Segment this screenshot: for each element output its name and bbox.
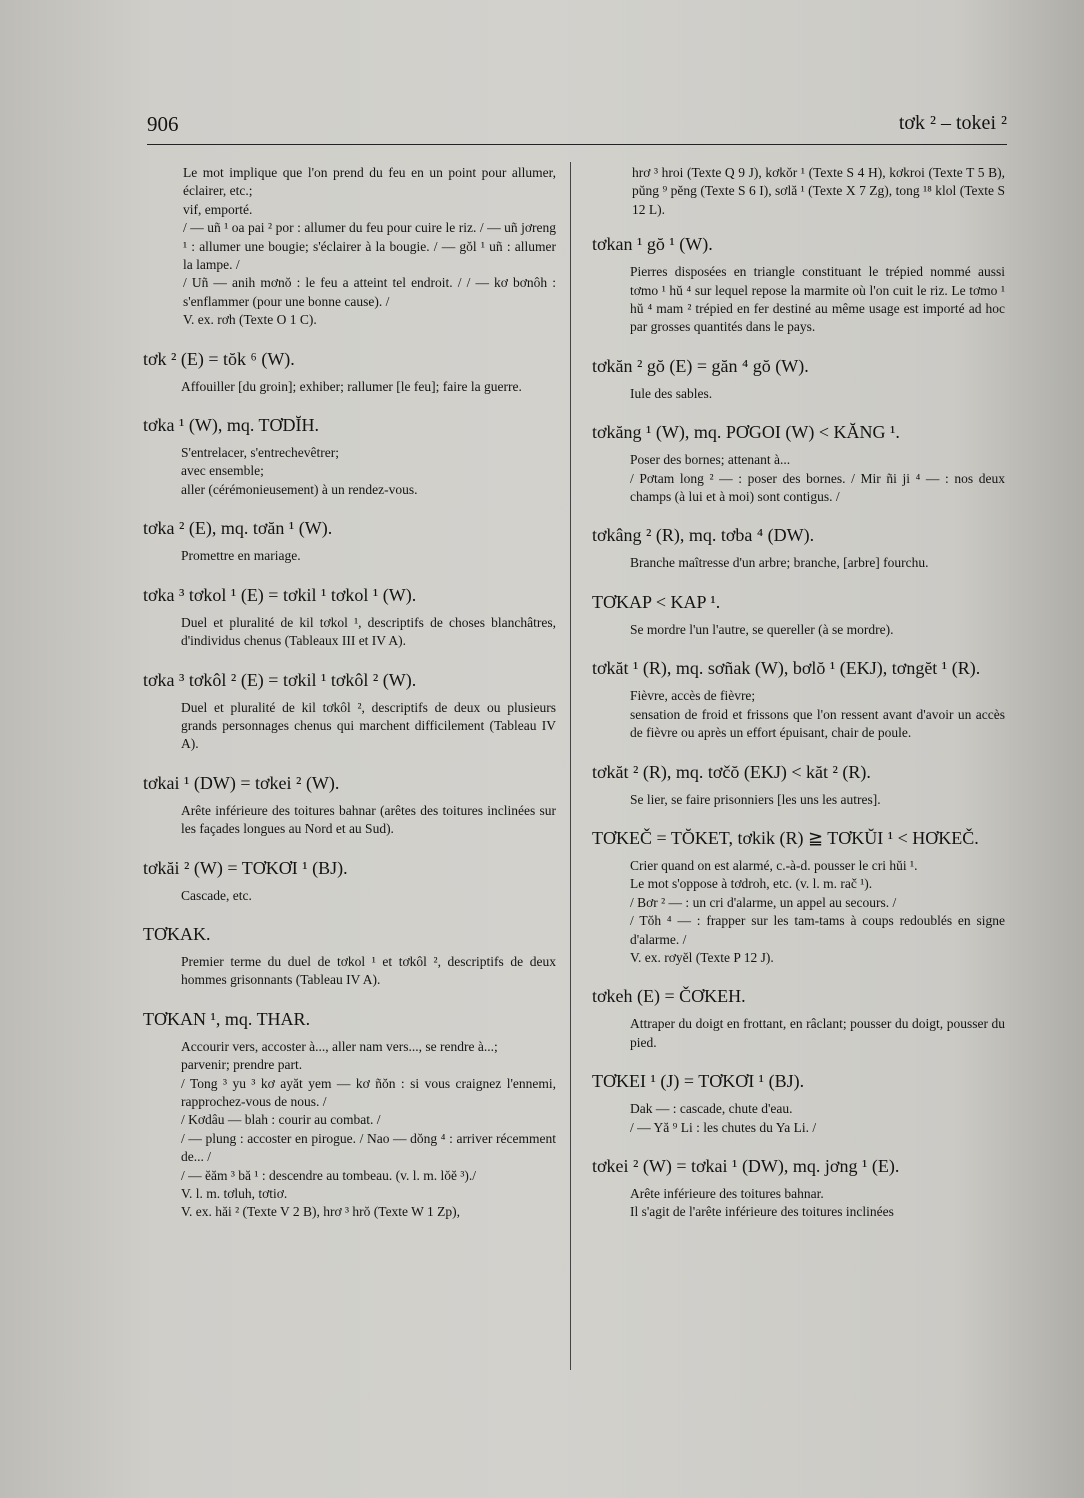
entry-headword: tơkâng ² (R), mq. tơba ⁴ (DW).	[592, 525, 815, 546]
intro-line: vif, emporté.	[183, 201, 253, 217]
entry-headword: tơka ¹ (W), mq. TƠDĬH.	[143, 415, 320, 436]
entry-definition: Il s'agit de l'arête inférieure des toitures inclinées	[630, 1204, 894, 1220]
entry-definition: Premier terme du duel de tơkol ¹ et tơkôl ², descriptifs de deux hommes grisonnants (Tableau IV A).	[181, 953, 556, 988]
entry-definition: Iule des sables.	[630, 385, 713, 401]
entry-definition: V. ex. rơyĕl (Texte P 12 J).	[630, 949, 774, 965]
entry-definition: / Bơr ² — : un cri d'alarme, un appel au secours. /	[630, 894, 897, 910]
entry-headword: tơka ² (E), mq. tơăn ¹ (W).	[143, 518, 333, 539]
entry-definition: Attraper du doigt en frottant, en râclant; pousser du doigt, pousser du pied.	[630, 1016, 1005, 1050]
entry-definition: / Tong ³ yu ³ kơ ayăt yem — kơ ñŏn : si vous craignez l'ennemi, rapprochez-vous de nous. /	[181, 1075, 556, 1109]
entry-headword: tơkeh (E) = ČƠKEH.	[592, 986, 746, 1007]
entry-definition: Duel et pluralité de kil tơkôl ², descriptifs de deux ou plusieurs grands personnages chenus qui marchent difficilement (Tableau IV A).	[181, 699, 556, 752]
entry-headword: TƠKEČ = TŎKET, tơkik (R) ≧ TƠKŬI ¹ < HƠKEČ.	[592, 827, 979, 848]
right-column	[592, 164, 1005, 1240]
dictionary-entry	[143, 923, 556, 990]
entry-headword: TƠKEI ¹ (J) = TƠKƠI ¹ (BJ).	[592, 1071, 805, 1092]
entry-definition: / Tŏh ⁴ — : frapper sur les tam-tams à coups redoublés en signe d'alarme. /	[630, 913, 1005, 947]
entry-headword: tơkăng ¹ (W), mq. PƠGOI (W) < KĂNG ¹.	[592, 422, 900, 443]
running-head: tơk ² – tokei ²	[898, 112, 1007, 134]
entry-definition: Fièvre, accès de fièvre;	[630, 688, 756, 704]
dictionary-entry	[592, 355, 1005, 403]
page-header	[147, 112, 1007, 142]
entry-definition: Promettre en mariage.	[181, 548, 301, 564]
entry-headword: tơkăn ² gŏ (E) = găn ⁴ gŏ (W).	[592, 355, 809, 376]
entry-definition: / Pơtam long ² — : poser des bornes. / Mir ñi ji ⁴ — : nos deux champs (à lui et à moi) sont contigus. /	[630, 470, 1005, 505]
entry-headword: tơk ² (E) = tŏk ⁶ (W).	[143, 348, 295, 369]
entry-headword: tơkăt ¹ (R), mq. sơñak (W), bơlŏ ¹ (EKJ), tơngĕt ¹ (R).	[592, 658, 981, 679]
intro-line: / Uñ — anih mơnŏ : le feu a atteint tel endroit. / / — kơ bơnôh : s'enflammer (pour une bonne cause). /	[183, 275, 556, 309]
entry-headword: tơkei ² (W) = tơkai ¹ (DW), mq. jơng ¹ (E).	[592, 1155, 900, 1176]
header-rule	[147, 144, 1007, 145]
left-column	[143, 164, 556, 1240]
dictionary-entry	[592, 761, 1005, 809]
right-entries	[592, 233, 1005, 1222]
entry-definition: / — Yă ⁹ Li : les chutes du Ya Li. /	[630, 1119, 817, 1135]
dictionary-entry	[143, 517, 556, 565]
entry-definition: / — plung : accoster en pirogue. / Nao — dŏng ⁴ : arriver récemment de... /	[181, 1130, 556, 1165]
dictionary-entry	[143, 772, 556, 839]
entry-headword: tơkăt ² (R), mq. tơčŏ (EKJ) < kăt ² (R).	[592, 761, 871, 782]
entry-definition: / Kơdâu — blah : courir au combat. /	[181, 1112, 381, 1128]
entry-definition: Crier quand on est alarmé, c.-à-d. pousser le cri hŭi ¹.	[630, 857, 918, 873]
entry-definition: Duel et pluralité de kil tơkol ¹, descriptifs de choses blanchâtres, d'individus chenus (Tableaux III et IV A).	[181, 614, 556, 649]
entry-definition: Le mot s'oppose à tơdroh, etc. (v. l. m. rač ¹).	[630, 876, 873, 892]
dictionary-entry	[143, 669, 556, 754]
dictionary-entry	[592, 657, 1005, 742]
entry-definition: avec ensemble;	[181, 463, 264, 479]
entry-definition: Cascade, etc.	[181, 887, 252, 903]
entry-headword: tơka ³ tơkôl ² (E) = tơkil ¹ tơkôl ² (W).	[143, 669, 417, 690]
entry-definition: V. l. m. tơluh, tơtiơ.	[181, 1186, 288, 1201]
dictionary-entry	[143, 414, 556, 499]
entry-definition: Se lier, se faire prisonniers [les uns les autres].	[630, 791, 881, 807]
dictionary-entry	[143, 1008, 556, 1222]
entry-headword: tơkan ¹ gŏ ¹ (W).	[592, 234, 713, 255]
entry-definition: Branche maîtresse d'un arbre; branche, [arbre] fourchu.	[630, 555, 929, 571]
page-number: 906	[147, 112, 179, 136]
intro-line: Le mot implique que l'on prend du feu en un point pour allumer, éclairer, etc.;	[183, 165, 556, 199]
entry-definition: Affouiller [du groin]; exhiber; rallumer [le feu]; faire la guerre.	[181, 378, 522, 394]
intro-line: V. ex. rơh (Texte O 1 C).	[183, 312, 317, 328]
dictionary-entry	[592, 421, 1005, 506]
entry-definition: / — ĕăm ³ bă ¹ : descendre au tombeau. (v. l. m. lŏĕ ³)./	[181, 1167, 477, 1183]
entry-headword: tơkai ¹ (DW) = tơkei ² (W).	[143, 772, 340, 793]
dictionary-entry	[592, 827, 1005, 967]
dictionary-entry	[592, 524, 1005, 572]
intro-line: / — uñ ¹ oa pai ² por : allumer du feu pour cuire le riz. / — uñ jơreng ¹ : allumer une bougie; s'éclairer à la bougie. / — gŏl ¹ uñ : allumer la lampe. /	[183, 220, 556, 273]
dictionary-entry	[143, 584, 556, 651]
dictionary-entry	[592, 1070, 1005, 1137]
entry-definition: Arête inférieure des toitures bahnar (arêtes des toitures inclinées sur les façades longues au Nord et au Sud).	[181, 802, 556, 837]
left-entries	[143, 348, 556, 1222]
dictionary-entry	[592, 233, 1005, 337]
column-divider	[570, 162, 571, 1370]
entry-definition: S'entrelacer, s'entrechevêtrer;	[181, 445, 339, 461]
dictionary-entry	[592, 591, 1005, 639]
entry-definition: Poser des bornes; attenant à...	[630, 452, 791, 468]
entry-headword: tơka ³ tơkol ¹ (E) = tơkil ¹ tơkol ¹ (W).	[143, 584, 417, 605]
dictionary-entry	[143, 348, 556, 396]
dictionary-entry	[592, 1155, 1005, 1222]
entry-headword: tơkăi ² (W) = TƠKƠI ¹ (BJ).	[143, 857, 348, 878]
entry-headword: TƠKAK.	[143, 923, 211, 944]
dictionary-entry	[143, 857, 556, 905]
entry-headword: TƠKAP < KAP ¹.	[592, 591, 721, 612]
left-intro	[143, 164, 556, 330]
entry-definition: aller (cérémonieusement) à un rendez-vous.	[181, 481, 418, 497]
entry-definition: sensation de froid et frissons que l'on ressent avant d'avoir un accès de fièvre ou après un effort épuisant, chair de poule.	[630, 706, 1005, 741]
right-continuation: hrơ ³ hroi (Texte Q 9 J), kơkŏr ¹ (Texte S 4 H), kơkroi (Texte T 5 B), pŭng ⁹ pĕng (Texte S 6 I), sơlă ¹ (Texte X 7 Zg), tong ¹⁸ klol (Texte S 12 L).	[632, 165, 1005, 217]
entry-definition: Accourir vers, accoster à..., aller nam vers..., se rendre à...;	[181, 1038, 498, 1054]
entry-definition: Pierres disposées en triangle constituant le trépied nommé aussi tơmo ¹ hŭ ⁴ sur lequel repose la marmite où l'on cuit le riz. Le tơmo ¹ hŭ ⁴ mam ² trépied en fer destiné au même usage est importé ad hoc par grosses quantités dans le pays.	[630, 264, 1005, 335]
dictionary-entry	[592, 985, 1005, 1052]
entry-definition: V. ex. hăi ² (Texte V 2 B), hrơ ³ hrŏ (Texte W 1 Zp),	[181, 1204, 461, 1220]
entry-definition: parvenir; prendre part.	[181, 1057, 303, 1073]
entry-definition: Dak — : cascade, chute d'eau.	[630, 1101, 793, 1117]
entry-definition: Arête inférieure des toitures bahnar.	[630, 1185, 824, 1201]
entry-headword: TƠKAN ¹, mq. THAR.	[143, 1008, 311, 1029]
entry-definition: Se mordre l'un l'autre, se quereller (à se mordre).	[630, 621, 894, 637]
